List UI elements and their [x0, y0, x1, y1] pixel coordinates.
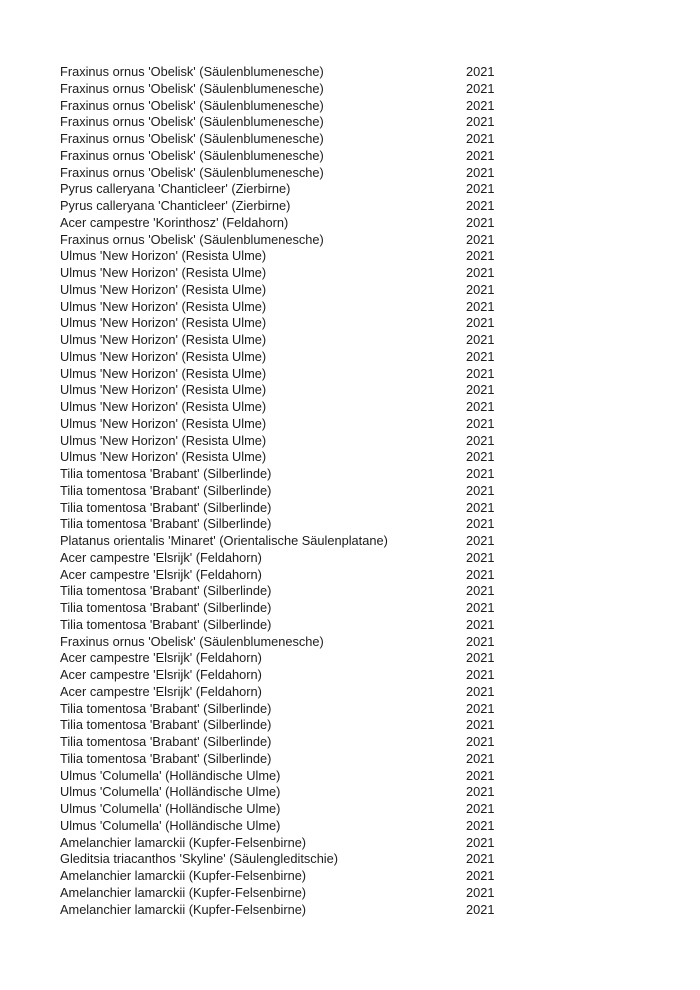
tree-name: Ulmus 'New Horizon' (Resista Ulme): [60, 348, 267, 364]
tree-row: [60, 466, 700, 483]
tree-name: Acer campestre 'Elsrijk' (Feldahorn): [60, 667, 262, 682]
tree-year: 2021: [466, 750, 495, 766]
tree-name: Tilia tomentosa 'Brabant' (Silberlinde): [60, 482, 272, 498]
tree-row: [60, 583, 700, 600]
tree-name: Fraxinus ornus 'Obelisk' (Säulenblumenesche): [60, 80, 324, 96]
tree-year: 2021: [466, 650, 495, 666]
tree-name: Fraxinus ornus 'Obelisk' (Säulenblumenesche): [60, 633, 324, 649]
tree-name: Fraxinus ornus 'Obelisk' (Säulenblumenesche): [60, 231, 324, 247]
tree-list: [60, 64, 700, 918]
tree-year: 2021: [466, 834, 495, 850]
tree-row: [60, 617, 700, 634]
tree-year: 2021: [466, 466, 495, 481]
tree-name: Fraxinus ornus 'Obelisk' (Säulenblumenesche): [60, 131, 324, 146]
tree-name: Ulmus 'New Horizon' (Resista Ulme): [60, 432, 267, 448]
tree-row: [60, 701, 700, 718]
tree-name: Tilia tomentosa 'Brabant' (Silberlinde): [60, 616, 272, 632]
tree-row: [60, 868, 700, 885]
tree-year: 2021: [466, 231, 495, 247]
tree-row: [60, 600, 700, 617]
tree-name: Acer campestre 'Elsrijk' (Feldahorn): [60, 650, 262, 666]
tree-row: [60, 299, 700, 316]
tree-year: 2021: [466, 549, 495, 565]
tree-row: [60, 801, 700, 818]
tree-name: Tilia tomentosa 'Brabant' (Silberlinde): [60, 600, 272, 615]
tree-year: 2021: [466, 734, 495, 749]
tree-name: Ulmus 'New Horizon' (Resista Ulme): [60, 315, 267, 331]
tree-year: 2021: [466, 516, 495, 532]
tree-name: Tilia tomentosa 'Brabant' (Silberlinde): [60, 499, 272, 515]
tree-row: [60, 634, 700, 651]
tree-row: [60, 734, 700, 751]
tree-year: 2021: [466, 667, 495, 682]
tree-name: Ulmus 'New Horizon' (Resista Ulme): [60, 365, 267, 381]
tree-year: 2021: [466, 131, 495, 146]
tree-name: Acer campestre 'Elsrijk' (Feldahorn): [60, 566, 262, 582]
tree-name: Gleditsia triacanthos 'Skyline' (Säulengleditschie): [60, 851, 339, 867]
tree-name: Tilia tomentosa 'Brabant' (Silberlinde): [60, 734, 272, 749]
tree-name: Ulmus 'Columella' (Holländische Ulme): [60, 784, 281, 800]
tree-name: Ulmus 'New Horizon' (Resista Ulme): [60, 415, 267, 431]
tree-year: 2021: [466, 633, 495, 649]
tree-name: Ulmus 'New Horizon' (Resista Ulme): [60, 449, 267, 465]
tree-row: [60, 433, 700, 450]
tree-row: [60, 516, 700, 533]
tree-year: 2021: [466, 482, 495, 498]
tree-row: [60, 114, 700, 131]
tree-year: 2021: [466, 415, 495, 431]
tree-row: [60, 751, 700, 768]
tree-name: Ulmus 'New Horizon' (Resista Ulme): [60, 382, 267, 398]
tree-year: 2021: [466, 382, 495, 398]
tree-year: 2021: [466, 868, 495, 883]
tree-row: [60, 282, 700, 299]
tree-name: Ulmus 'Columella' (Holländische Ulme): [60, 817, 281, 833]
tree-year: 2021: [466, 164, 495, 180]
tree-year: 2021: [466, 64, 495, 79]
tree-row: [60, 181, 700, 198]
tree-row: [60, 784, 700, 801]
tree-name: Ulmus 'New Horizon' (Resista Ulme): [60, 332, 267, 347]
tree-name: Pyrus calleryana 'Chanticleer' (Zierbirne): [60, 181, 291, 197]
tree-name: Acer campestre 'Elsrijk' (Feldahorn): [60, 549, 262, 565]
tree-row: [60, 98, 700, 115]
tree-row: [60, 165, 700, 182]
tree-year: 2021: [466, 499, 495, 515]
tree-year: 2021: [466, 767, 495, 783]
tree-year: 2021: [466, 583, 495, 599]
tree-row: [60, 885, 700, 902]
tree-name: Ulmus 'New Horizon' (Resista Ulme): [60, 265, 267, 280]
tree-name: Acer campestre 'Elsrijk' (Feldahorn): [60, 683, 262, 699]
tree-row: [60, 332, 700, 349]
tree-row: [60, 835, 700, 852]
tree-name: Ulmus 'New Horizon' (Resista Ulme): [60, 298, 267, 314]
tree-row: [60, 265, 700, 282]
tree-year: 2021: [466, 298, 495, 314]
tree-name: Fraxinus ornus 'Obelisk' (Säulenblumenesche): [60, 97, 324, 113]
tree-name: Tilia tomentosa 'Brabant' (Silberlinde): [60, 583, 272, 599]
tree-year: 2021: [466, 901, 495, 917]
tree-year: 2021: [466, 717, 495, 733]
tree-year: 2021: [466, 784, 495, 800]
tree-year: 2021: [466, 265, 495, 280]
tree-row: [60, 315, 700, 332]
tree-year: 2021: [466, 884, 495, 900]
tree-row: [60, 81, 700, 98]
tree-year: 2021: [466, 281, 495, 297]
tree-name: Tilia tomentosa 'Brabant' (Silberlinde): [60, 750, 272, 766]
tree-row: [60, 500, 700, 517]
tree-name: Fraxinus ornus 'Obelisk' (Säulenblumenesche): [60, 147, 324, 163]
tree-row: [60, 232, 700, 249]
tree-row: [60, 416, 700, 433]
tree-year: 2021: [466, 248, 495, 264]
tree-year: 2021: [466, 214, 495, 230]
tree-row: [60, 550, 700, 567]
tree-year: 2021: [466, 181, 495, 197]
tree-name: Ulmus 'New Horizon' (Resista Ulme): [60, 281, 267, 297]
tree-year: 2021: [466, 817, 495, 833]
tree-year: 2021: [466, 198, 495, 213]
tree-name: Amelanchier lamarckii (Kupfer-Felsenbirne): [60, 834, 307, 850]
tree-name: Amelanchier lamarckii (Kupfer-Felsenbirne): [60, 884, 307, 900]
tree-row: [60, 198, 700, 215]
tree-year: 2021: [466, 700, 495, 716]
tree-year: 2021: [466, 533, 495, 548]
tree-name: Tilia tomentosa 'Brabant' (Silberlinde): [60, 700, 272, 716]
tree-name: Ulmus 'Columella' (Holländische Ulme): [60, 801, 281, 816]
tree-year: 2021: [466, 449, 495, 465]
tree-row: [60, 717, 700, 734]
tree-name: Tilia tomentosa 'Brabant' (Silberlinde): [60, 516, 272, 532]
tree-name: Fraxinus ornus 'Obelisk' (Säulenblumenesche): [60, 114, 324, 130]
tree-row: [60, 533, 700, 550]
tree-row: [60, 64, 700, 81]
tree-row: [60, 483, 700, 500]
tree-row: [60, 449, 700, 466]
tree-year: 2021: [466, 365, 495, 381]
tree-year: 2021: [466, 348, 495, 364]
tree-year: 2021: [466, 851, 495, 867]
tree-year: 2021: [466, 683, 495, 699]
tree-row: [60, 248, 700, 265]
tree-year: 2021: [466, 600, 495, 615]
tree-name: Pyrus calleryana 'Chanticleer' (Zierbirne): [60, 198, 291, 213]
tree-name: Platanus orientalis 'Minaret' (Orientalische Säulenplatane): [60, 533, 388, 548]
tree-row: [60, 684, 700, 701]
tree-year: 2021: [466, 147, 495, 163]
tree-row: [60, 667, 700, 684]
tree-year: 2021: [466, 315, 495, 331]
tree-row: [60, 366, 700, 383]
tree-row: [60, 215, 700, 232]
tree-row: [60, 349, 700, 366]
tree-row: [60, 382, 700, 399]
tree-row: [60, 768, 700, 785]
tree-row: [60, 851, 700, 868]
tree-row: [60, 902, 700, 919]
tree-row: [60, 567, 700, 584]
tree-name: Tilia tomentosa 'Brabant' (Silberlinde): [60, 717, 272, 733]
tree-name: Ulmus 'New Horizon' (Resista Ulme): [60, 248, 267, 264]
tree-row: [60, 818, 700, 835]
tree-name: Fraxinus ornus 'Obelisk' (Säulenblumenesche): [60, 64, 324, 79]
tree-year: 2021: [466, 332, 495, 347]
tree-year: 2021: [466, 801, 495, 816]
tree-name: Fraxinus ornus 'Obelisk' (Säulenblumenesche): [60, 164, 324, 180]
tree-year: 2021: [466, 80, 495, 96]
tree-year: 2021: [466, 114, 495, 130]
tree-row: [60, 399, 700, 416]
tree-year: 2021: [466, 616, 495, 632]
tree-year: 2021: [466, 566, 495, 582]
tree-name: Amelanchier lamarckii (Kupfer-Felsenbirne): [60, 868, 307, 883]
tree-year: 2021: [466, 399, 495, 414]
tree-year: 2021: [466, 432, 495, 448]
tree-name: Acer campestre 'Korinthosz' (Feldahorn): [60, 214, 289, 230]
tree-name: Tilia tomentosa 'Brabant' (Silberlinde): [60, 466, 272, 481]
tree-row: [60, 131, 700, 148]
tree-row: [60, 148, 700, 165]
tree-name: Amelanchier lamarckii (Kupfer-Felsenbirne): [60, 901, 307, 917]
tree-name: Ulmus 'New Horizon' (Resista Ulme): [60, 399, 267, 414]
tree-row: [60, 650, 700, 667]
tree-year: 2021: [466, 97, 495, 113]
tree-name: Ulmus 'Columella' (Holländische Ulme): [60, 767, 281, 783]
